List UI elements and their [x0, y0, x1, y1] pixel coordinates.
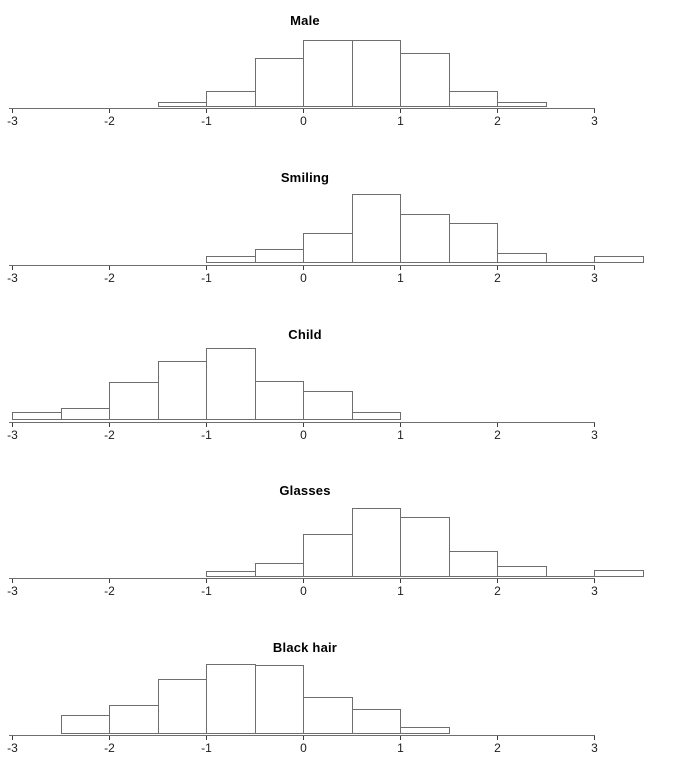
x-axis-tick	[594, 423, 595, 427]
histogram-bar	[303, 697, 353, 734]
x-axis-tick	[303, 423, 304, 427]
chart-title: Smiling	[280, 169, 330, 185]
x-axis-tick	[303, 109, 304, 113]
x-axis-tick-label: -1	[201, 741, 212, 755]
x-axis-tick-label: -3	[7, 114, 18, 128]
x-axis-tick	[12, 423, 13, 427]
x-axis-line	[9, 578, 595, 579]
chart-title: Child	[288, 326, 322, 342]
x-axis-tick-label: -3	[7, 741, 18, 755]
x-axis-tick-label: 2	[494, 427, 501, 442]
x-axis-tick	[497, 109, 498, 113]
x-axis-tick	[12, 266, 13, 270]
histogram-bar	[400, 214, 450, 263]
chart-title: Glasses	[279, 483, 331, 499]
x-axis-line	[9, 108, 595, 109]
x-axis-tick	[400, 736, 401, 740]
histogram-bar	[352, 40, 402, 107]
x-axis-line	[9, 422, 595, 423]
x-axis-tick-label: 1	[397, 114, 404, 128]
chart-title: Male	[290, 13, 320, 28]
x-axis-tick	[400, 423, 401, 427]
histogram-bar	[497, 566, 547, 577]
histogram-bar	[61, 715, 111, 734]
x-axis-tick-label: 3	[591, 270, 598, 285]
histogram-panel-glasses	[0, 470, 684, 627]
histogram-bar	[109, 382, 159, 420]
x-axis-tick	[303, 736, 304, 740]
x-axis-tick-label: 1	[397, 584, 404, 599]
x-axis-tick	[12, 579, 13, 583]
x-axis-tick-label: -2	[104, 270, 115, 285]
histogram-bar	[158, 102, 208, 107]
histogram-zero-bin-line	[546, 262, 596, 263]
x-axis-tick-label: 0	[300, 741, 307, 755]
histogram-bar	[158, 361, 208, 420]
histogram-bar	[109, 705, 159, 734]
histogram-bar	[400, 727, 450, 734]
x-axis-tick-label: 0	[300, 270, 307, 285]
histogram-bar	[206, 256, 256, 263]
x-axis-tick	[400, 266, 401, 270]
histogram-panel-black-hair	[0, 627, 684, 783]
x-axis-tick-label: -3	[7, 270, 18, 285]
x-axis-tick	[303, 579, 304, 583]
x-axis-tick-label: 3	[591, 584, 598, 599]
x-axis-tick	[206, 109, 207, 113]
x-axis-tick	[594, 579, 595, 583]
histogram-bar	[206, 91, 256, 107]
histogram-bar	[206, 348, 256, 420]
x-axis-tick	[12, 736, 13, 740]
histogram-bar	[594, 570, 644, 577]
histogram-bar	[255, 665, 305, 734]
x-axis-tick-label: 0	[300, 114, 307, 128]
histogram-zero-bin-line	[546, 576, 596, 577]
x-axis-tick-label: 0	[300, 584, 307, 599]
x-axis-tick	[497, 423, 498, 427]
x-axis-tick	[594, 109, 595, 113]
x-axis-tick-label: 2	[494, 741, 501, 755]
x-axis-line	[9, 265, 595, 266]
x-axis-tick-label: 0	[300, 427, 307, 442]
x-axis-tick-label: 1	[397, 270, 404, 285]
histogram-bar	[303, 233, 353, 263]
x-axis-tick-label: -2	[104, 427, 115, 442]
histogram-bar	[497, 102, 547, 107]
x-axis-tick	[109, 579, 110, 583]
x-axis-tick	[497, 266, 498, 270]
x-axis-tick	[303, 266, 304, 270]
histogram-bar	[449, 91, 499, 107]
x-axis-tick-label: -1	[201, 114, 212, 128]
histogram-panel-male	[0, 0, 684, 157]
x-axis-tick	[594, 266, 595, 270]
x-axis-tick	[109, 109, 110, 113]
x-axis-tick-label: -3	[7, 584, 18, 599]
histogram-bar	[352, 194, 402, 263]
x-axis-tick	[109, 423, 110, 427]
x-axis-tick-label: 1	[397, 427, 404, 442]
histogram-bar	[255, 249, 305, 263]
chart-title: Black hair	[272, 640, 338, 655]
x-axis-tick-label: 3	[591, 427, 598, 442]
x-axis-tick	[206, 266, 207, 270]
x-axis-tick-label: -1	[201, 270, 212, 285]
histogram-bar	[352, 709, 402, 734]
x-axis-tick	[109, 266, 110, 270]
x-axis-tick-label: 2	[494, 584, 501, 599]
x-axis-tick	[497, 579, 498, 583]
x-axis-tick-label: 2	[494, 270, 501, 285]
x-axis-line	[9, 735, 595, 736]
histogram-bar	[158, 679, 208, 734]
x-axis-tick-label: 1	[397, 741, 404, 755]
x-axis-tick-label: -2	[104, 584, 115, 599]
x-axis-tick-label: -2	[104, 114, 115, 128]
histogram-bar	[303, 534, 353, 577]
x-axis-tick	[400, 579, 401, 583]
histogram-bar	[303, 391, 353, 420]
x-axis-tick-label: -2	[104, 741, 115, 755]
histogram-panel-child	[0, 314, 684, 471]
x-axis-tick	[497, 736, 498, 740]
x-axis-tick	[109, 736, 110, 740]
histogram-bar	[206, 664, 256, 734]
x-axis-tick-label: 3	[591, 741, 598, 755]
x-axis-tick-label: 3	[591, 114, 598, 128]
histogram-bar	[449, 551, 499, 577]
histogram-bar	[400, 517, 450, 577]
x-axis-tick	[206, 736, 207, 740]
x-axis-tick-label: 2	[494, 114, 501, 128]
histogram-bar	[303, 40, 353, 107]
histogram-bar	[449, 223, 499, 263]
histogram-bar	[497, 253, 547, 263]
x-axis-tick	[206, 579, 207, 583]
histogram-bar	[594, 256, 644, 263]
histogram-bar	[255, 58, 305, 107]
histogram-bar	[352, 508, 402, 577]
x-axis-tick-label: -3	[7, 427, 18, 442]
x-axis-tick-label: -1	[201, 427, 212, 442]
histogram-bar	[352, 412, 402, 420]
histogram-bar	[61, 408, 111, 420]
histogram-bar	[206, 571, 256, 577]
histogram-bar	[12, 412, 62, 420]
x-axis-tick	[594, 736, 595, 740]
histogram-bar	[255, 381, 305, 420]
x-axis-tick	[12, 109, 13, 113]
histogram-panel-smiling	[0, 157, 684, 314]
histogram-bar	[400, 53, 450, 107]
x-axis-tick-label: -1	[201, 584, 212, 599]
x-axis-tick	[206, 423, 207, 427]
x-axis-tick	[400, 109, 401, 113]
histogram-bar	[255, 563, 305, 577]
